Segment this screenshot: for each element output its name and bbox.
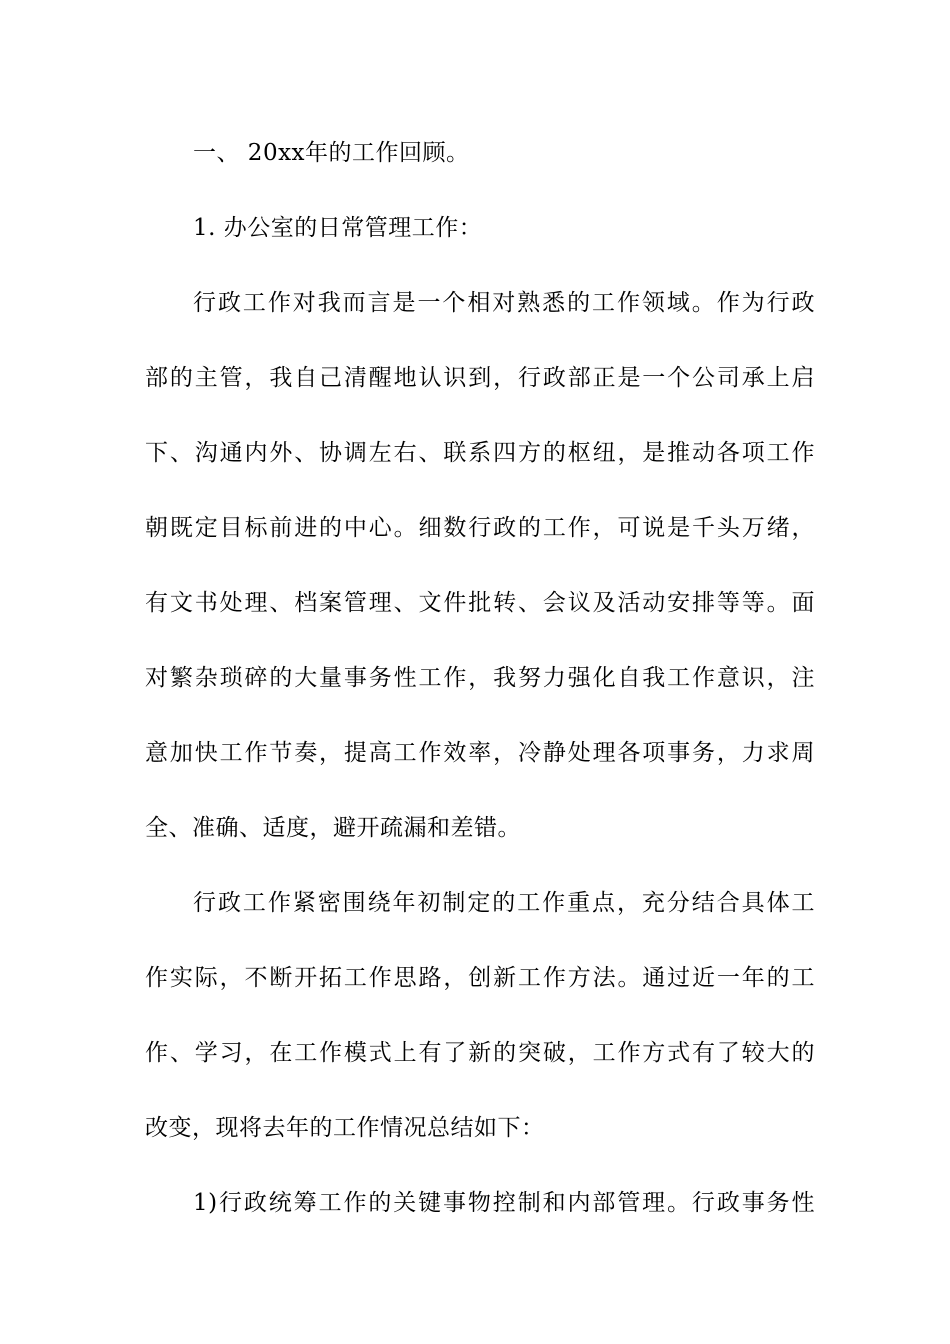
- paragraph-1-line-8: 全、准确、适度，避开疏漏和差错。: [145, 815, 521, 841]
- paragraph-1-line-2: 部的主管，我自己清醒地认识到，行政部正是一个公司承上启: [145, 365, 815, 391]
- paragraph-2-line-4: 改变，现将去年的工作情况总结如下：: [145, 1115, 545, 1141]
- paragraph-1-line-7: 意加快工作节奏，提高工作效率，冷静处理各项事务，力求周: [145, 740, 815, 766]
- subsection-heading: 1. 办公室的日常管理工作：: [193, 215, 483, 241]
- paragraph-1-line-6: 对繁杂琐碎的大量事务性工作，我努力强化自我工作意识，注: [145, 665, 815, 691]
- paragraph-1-line-3: 下、沟通内外、协调左右、联系四方的枢纽，是推动各项工作: [145, 440, 815, 466]
- paragraph-2-line-2: 作实际，不断开拓工作思路，创新工作方法。通过近一年的工: [145, 965, 815, 991]
- paragraph-1-line-1: 行政工作对我而言是一个相对熟悉的工作领域。作为行政: [193, 290, 815, 316]
- paragraph-1-line-5: 有文书处理、档案管理、文件批转、会议及活动安排等等。面: [145, 590, 815, 616]
- paragraph-3-line-1: 1)行政统筹工作的关键事物控制和内部管理。行政事务性: [193, 1190, 815, 1216]
- paragraph-1-line-4: 朝既定目标前进的中心。细数行政的工作，可说是千头万绪，: [145, 515, 815, 541]
- paragraph-2-line-1: 行政工作紧密围绕年初制定的工作重点，充分结合具体工: [193, 890, 815, 916]
- paragraph-2-line-3: 作、学习，在工作模式上有了新的突破，工作方式有了较大的: [145, 1040, 815, 1066]
- section-heading: 一、 20xx年的工作回顾。: [193, 140, 470, 166]
